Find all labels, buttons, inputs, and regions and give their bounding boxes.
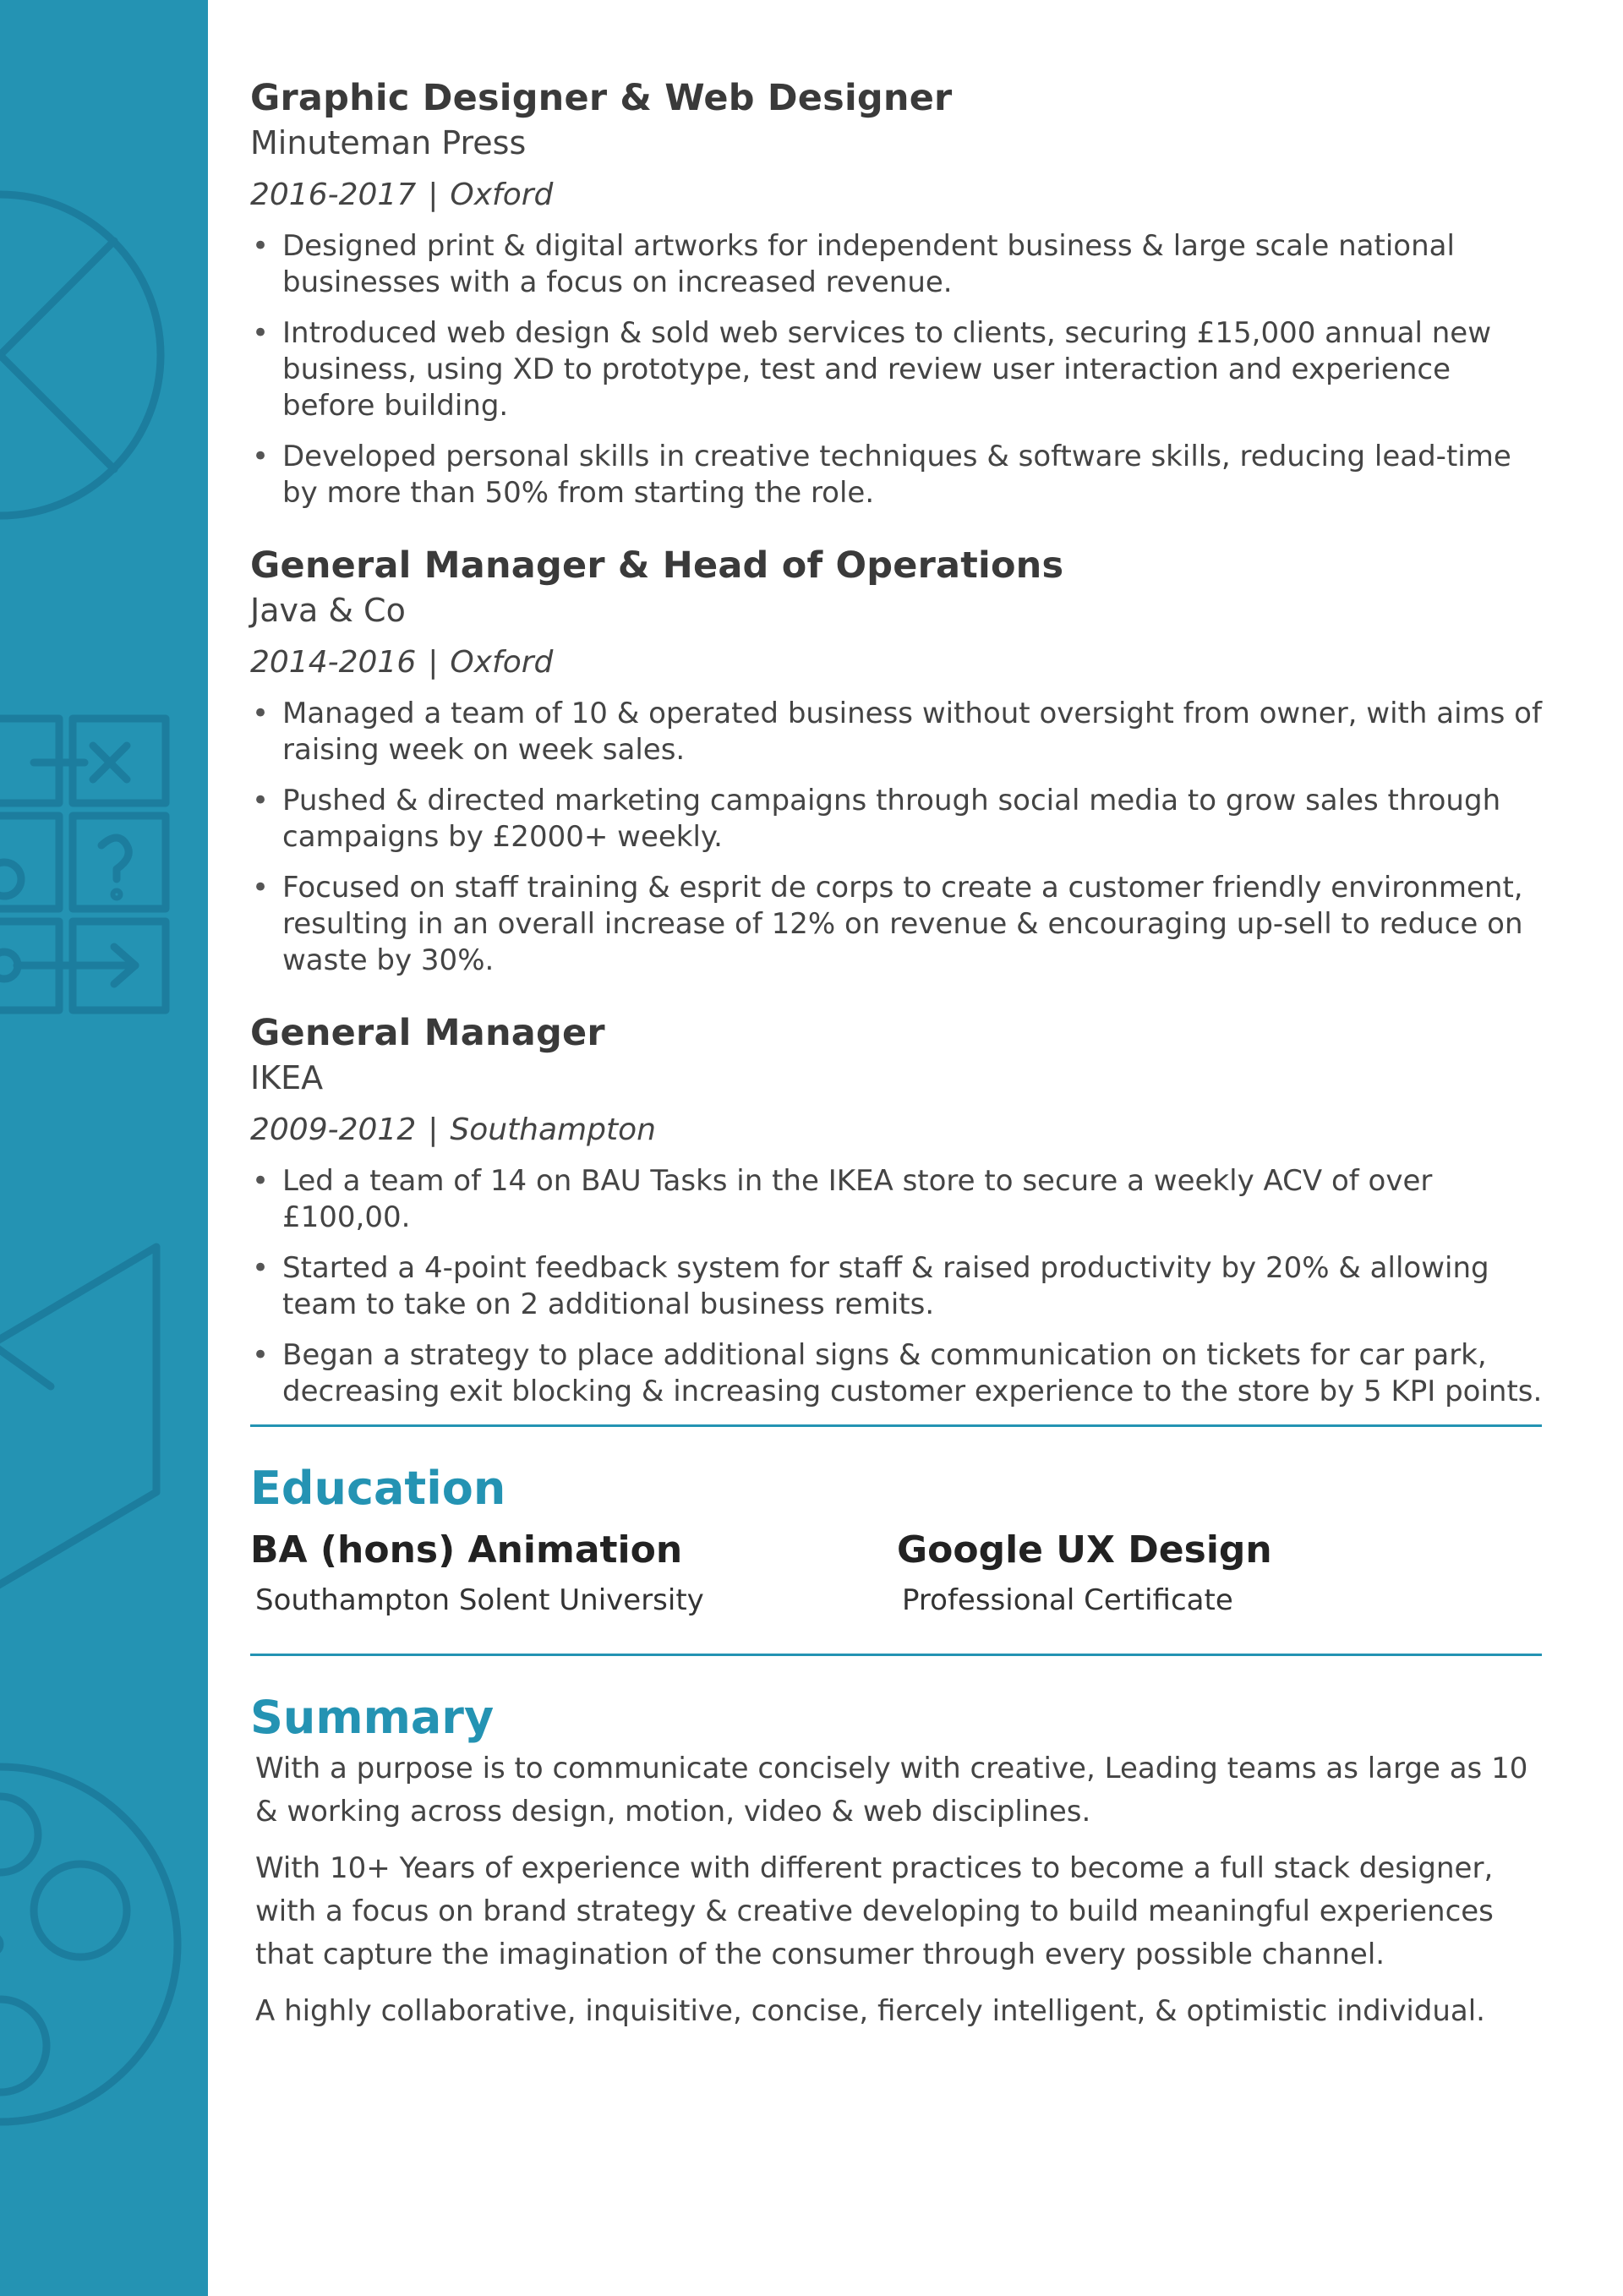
- job-bullets: [250, 1163, 1544, 1410]
- degree-title: Google UX Design: [897, 1528, 1272, 1572]
- summary-section: [250, 1688, 1544, 2033]
- meta-separator: |: [428, 645, 439, 680]
- bullet-item: • Developed personal skills in creative techniques & software skills, reducing lead-time by more than 50% from starting the role.: [250, 439, 1544, 511]
- bullet-item: • Began a strategy to place additional signs & communication on tickets for car park, decreasing exit blocking & increasing customer experience to the store by 5 KPI points.: [250, 1337, 1544, 1410]
- sidebar-pattern: [0, 0, 208, 2296]
- bullet-item: • Designed print & digital artworks for independent business & large scale national businesses with a focus on increased revenue.: [250, 228, 1544, 301]
- job-meta: [250, 1109, 1544, 1151]
- job-years: 2016-2017: [250, 178, 417, 212]
- resume-main: [250, 73, 1544, 2047]
- job-entry: [250, 1008, 1544, 1410]
- job-location: Oxford: [450, 178, 554, 212]
- cube-icon: [0, 1247, 156, 1589]
- pie-chart-icon: [0, 194, 161, 516]
- summary-heading: Summary: [250, 1691, 495, 1744]
- education-item: [250, 1527, 897, 1620]
- degree-title: BA (hons) Animation: [250, 1528, 683, 1572]
- education-list: [250, 1527, 1544, 1620]
- bullet-item: • Managed a team of 10 & operated business without oversight from owner, with aims of raising week on week sales.: [250, 696, 1544, 768]
- job-title: Graphic Designer & Web Designer: [250, 77, 953, 119]
- meta-separator: |: [428, 1112, 439, 1147]
- degree-institution: Professional Certificate: [902, 1583, 1233, 1617]
- summary-paragraph: A highly collaborative, inquisitive, concise, fiercely intelligent, & optimistic individual.: [255, 1994, 1485, 2028]
- degree-institution: Southampton Solent University: [255, 1583, 704, 1617]
- grid-puzzle-icon: [0, 719, 166, 1010]
- education-item: [897, 1527, 1544, 1620]
- bullet-item: • Focused on staff training & esprit de corps to create a customer friendly environment, resulting in an overall increase of 12% on revenue & encouraging up-sell to reduce on waste by 30%.: [250, 870, 1544, 979]
- job-title: General Manager: [250, 1012, 605, 1054]
- job-location: Southampton: [450, 1112, 656, 1147]
- job-years: 2014-2016: [250, 645, 417, 680]
- job-meta: [250, 642, 1544, 684]
- job-company: Java & Co: [250, 592, 406, 629]
- summary-paragraph: With a purpose is to communicate concisely with creative, Leading teams as large as 10 & working across design, motion, video & web disciplines.: [255, 1752, 1528, 1829]
- bullet-item: • Pushed & directed marketing campaigns through social media to grow sales through campaigns by £2000+ weekly.: [250, 783, 1544, 856]
- section-divider: [250, 1424, 1542, 1427]
- section-divider: [250, 1654, 1542, 1656]
- job-bullets: [250, 696, 1544, 979]
- film-reel-icon: [0, 1767, 178, 2122]
- job-title: General Manager & Head of Operations: [250, 544, 1064, 587]
- bullet-item: • Led a team of 14 on BAU Tasks in the IKEA store to secure a weekly ACV of over £100,00.: [250, 1163, 1544, 1236]
- bullet-item: • Started a 4-point feedback system for staff & raised productivity by 20% & allowing team to take on 2 additional business remits.: [250, 1250, 1544, 1323]
- job-company: IKEA: [250, 1059, 324, 1096]
- job-location: Oxford: [450, 645, 554, 680]
- meta-separator: |: [428, 178, 439, 212]
- bullet-item: • Introduced web design & sold web services to clients, securing £15,000 annual new business, using XD to prototype, test and review user interaction and experience before building.: [250, 315, 1544, 424]
- job-years: 2009-2012: [250, 1112, 417, 1147]
- job-entry: [250, 540, 1544, 979]
- summary-paragraph: With 10+ Years of experience with different practices to become a full stack designer, with a focus on brand strategy & creative developing to build meaningful experiences that capture the imagination of the consumer through every possible channel.: [255, 1851, 1494, 1971]
- job-company: Minuteman Press: [250, 124, 527, 161]
- job-bullets: [250, 228, 1544, 511]
- job-entry: [250, 73, 1544, 511]
- education-heading: Education: [250, 1462, 506, 1515]
- job-meta: [250, 174, 1544, 216]
- decorative-sidebar: [0, 0, 208, 2296]
- education-section: [250, 1459, 1544, 1620]
